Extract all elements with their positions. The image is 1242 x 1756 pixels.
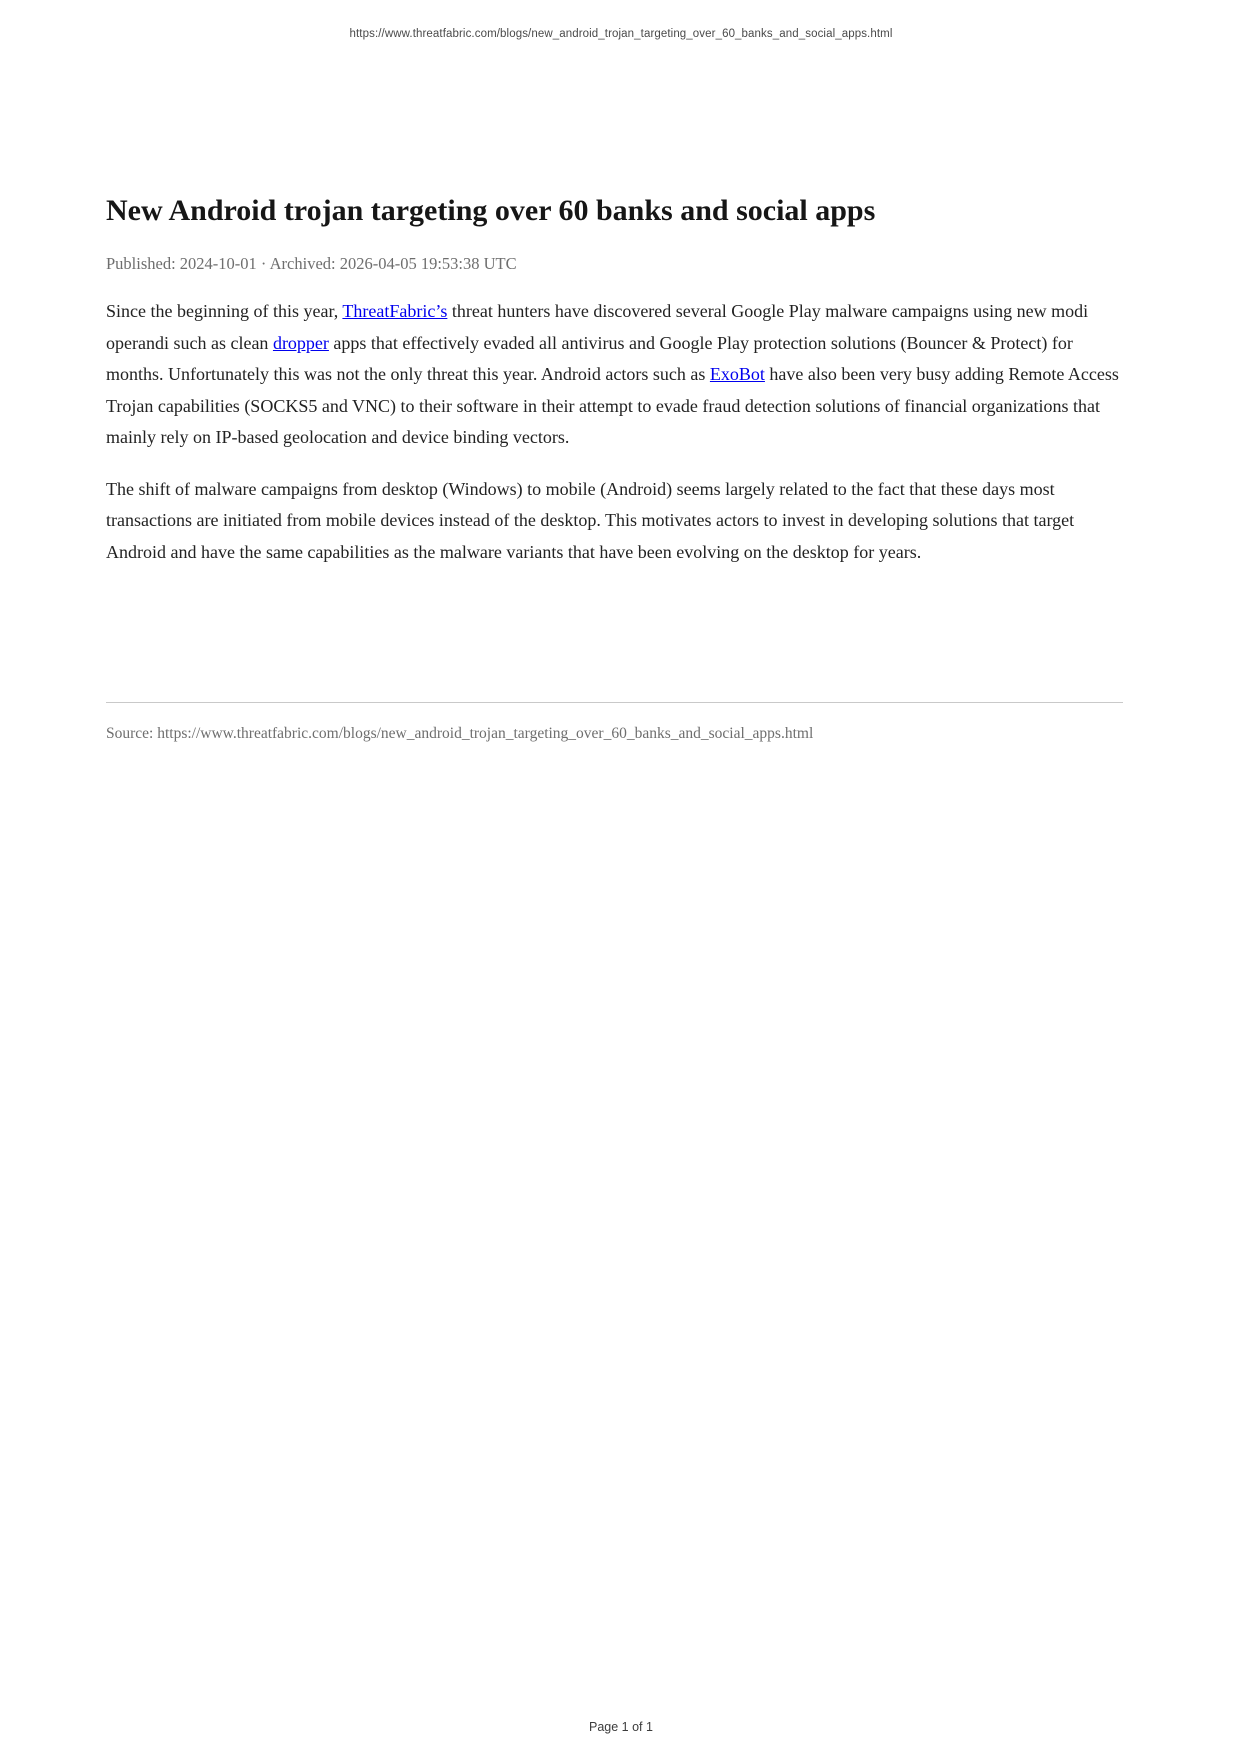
article: [106, 0, 1123, 743]
print-header-url: https://www.threatfabric.com/blogs/new_android_trojan_targeting_over_60_banks_and_social_apps.html: [349, 28, 893, 40]
text-run: The shift of malware campaigns from desktop (Windows) to mobile (Android) seems largely related to the fact that these days most transactions are initiated from mobile devices instead of the desktop. This motivates actors to invest in developing solutions that target Android and have the same capabilities as the malware variants that have been evolving on the desktop for years.: [106, 478, 1075, 562]
text-run: threat hunters have discovered several Google Play malware campaigns using new modi operandi such as clean: [106, 301, 1089, 353]
divider: [106, 702, 1123, 703]
text-run: apps that effectively evaded all antivirus and Google Play protection solutions (Bouncer & Protect) for months. Unfortunately this was not the only threat this year. Android actors such as: [106, 332, 1073, 384]
paragraph: [106, 474, 1123, 569]
exobot-link[interactable]: ExoBot: [709, 364, 765, 384]
text-run: have also been very busy adding Remote Access Trojan capabilities (SOCKS5 and VNC) to their software in their attempt to evade fraud detection solutions of financial organizations that mainly rely on IP-based geolocation and device binding vectors.: [106, 364, 1119, 447]
source-line: Source: https://www.threatfabric.com/blogs/new_android_trojan_targeting_over_60_banks_and_social_apps.html: [106, 725, 814, 742]
page-number: Page 1 of 1: [589, 1720, 653, 1734]
article-meta-line: Published: 2024-10-01 · Archived: 2026-04-05 19:53:38 UTC: [106, 254, 517, 273]
article-title: New Android trojan targeting over 60 banks and social apps: [106, 194, 876, 227]
dropper-link[interactable]: dropper: [272, 332, 329, 353]
article-body: [106, 296, 1123, 568]
threatfabric-link[interactable]: ThreatFabric’s: [342, 301, 448, 321]
text-run: Since the beginning of this year,: [106, 301, 343, 321]
paragraph: [106, 296, 1123, 454]
